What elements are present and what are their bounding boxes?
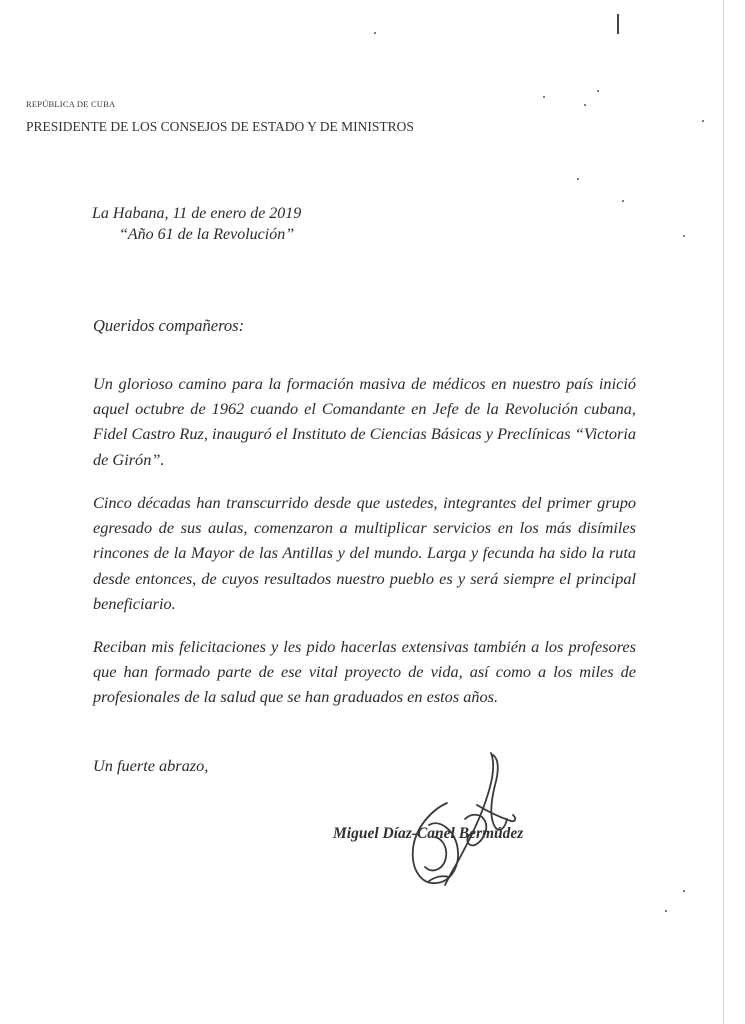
scan-speck (543, 96, 545, 98)
scan-speck (584, 104, 586, 106)
scan-speck (683, 890, 685, 892)
salutation: Queridos compañeros: (93, 316, 245, 335)
handwritten-signature (395, 745, 525, 895)
scan-mark (617, 14, 619, 34)
body-paragraph: Reciban mis felicitaciones y les pido hacerlas extensivas también a los profesores que han formado parte de ese vital proyecto de vida, así como a los miles de profesionales de la salud que se han graduados en estos años. (93, 637, 636, 707)
scan-edge-line (723, 0, 724, 1024)
scan-speck (597, 90, 599, 92)
scan-speck (665, 910, 667, 912)
body-paragraph: Un glorioso camino para la formación masiva de médicos en nuestro país inició aquel octubre de 1962 cuando el Comandante en Jefe de la Revolución cubana, Fidel Castro Ruz, inauguró el Instituto de Ciencias Básicas y Preclínicas “Victoria de Girón”. (93, 374, 636, 469)
signature-stroke (413, 803, 458, 883)
scan-speck (683, 235, 685, 237)
signature-stroke (465, 815, 486, 846)
scan-speck (622, 200, 624, 202)
body-paragraph: Cinco décadas han transcurrido desde que ustedes, integrantes del primer grupo egresado de sus aulas, comenzaron a multiplicar servicios en los más disímiles rincones de la Mayor de las Antillas y del mundo. Larga y fecunda ha sido la ruta desde entonces, de cuyos resultados nuestro pueblo es y será siempre el principal beneficiario. (93, 493, 636, 613)
year-motto: “Año 61 de la Revolución” (119, 226, 295, 243)
signature-stroke (445, 753, 493, 885)
signature-stroke (425, 837, 446, 870)
signer-name: Miguel Díaz-Canel Bermúdez (333, 825, 524, 842)
letterhead-office: PRESIDENTE DE LOS CONSEJOS DE ESTADO Y DE MINISTROS (26, 119, 414, 134)
scan-speck (374, 32, 376, 34)
date-line: La Habana, 11 de enero de 2019 (92, 205, 302, 222)
scan-speck (577, 178, 579, 180)
letterhead-country: REPÚBLICA DE CUBA (26, 99, 116, 109)
scan-speck (702, 120, 704, 122)
closing: Un fuerte abrazo, (93, 756, 209, 775)
